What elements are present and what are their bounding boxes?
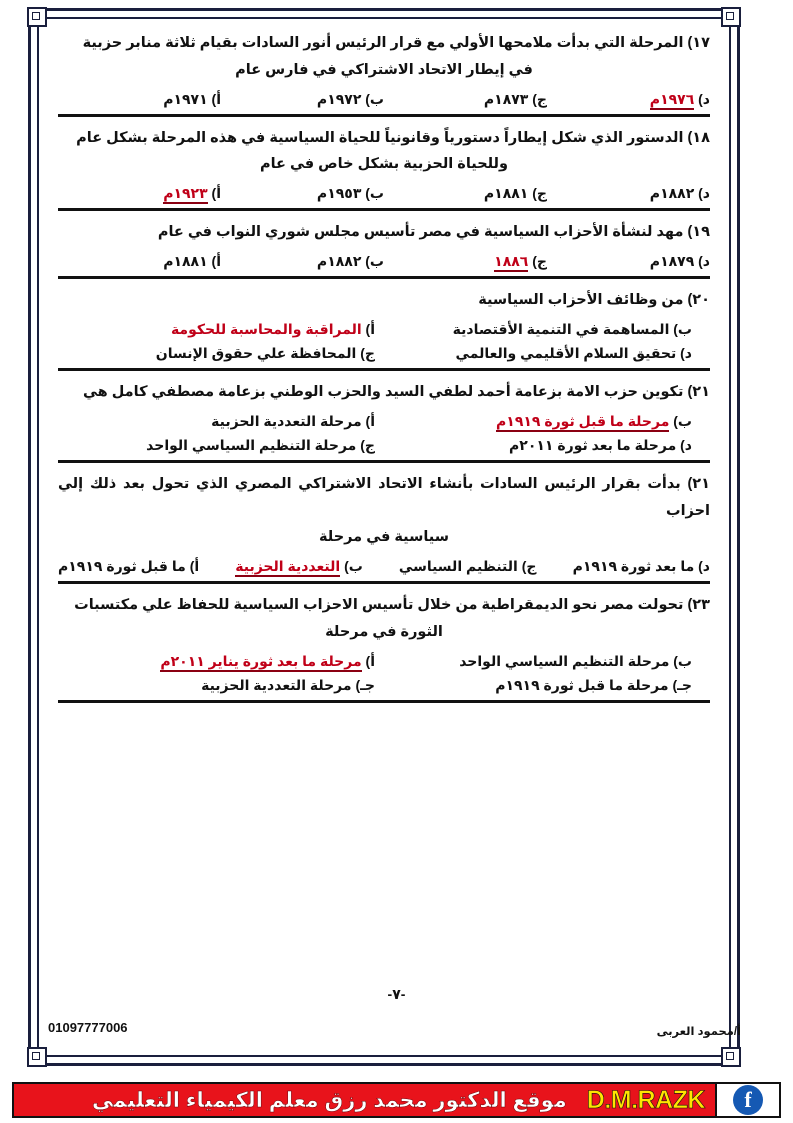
question-stem: ٢١) تكوين حزب الامة بزعامة أحمد لطفي السيد والحزب الوطني بزعامة مصطفي كامل هي [82,383,710,400]
option-1[interactable] [58,413,375,430]
question-stem: ١٨) الدستور الذي شكل إيطاراً دستورياً وقانونياً للحياة السياسية في هذه المرحلة بشكل عام [76,129,710,146]
option-label: ب) [365,185,384,202]
contact-phone: 01097777006 [48,1020,128,1035]
option-4[interactable] [573,558,710,575]
question-stem-continuation: سياسية في مرحلة [319,529,449,546]
option-label: أ) [365,652,375,669]
brand-label: D.M.RAZK [586,1085,705,1114]
option-label: ب) [344,558,363,575]
option-1[interactable] [58,253,221,270]
option-label: ج) [532,253,547,270]
option-text: ١٨٨١م [163,253,208,270]
worksheet-content [40,20,728,1040]
option-label: د) [698,185,710,202]
option-text: التنظيم السياسي [398,558,518,575]
option-label: د) [698,558,710,575]
facebook-icon[interactable] [715,1084,779,1116]
question-stem: ٢٠) من وظائف الأحزاب السياسية [478,292,710,309]
option-label: د) [698,90,710,107]
option-text: مرحلة ما بعد ثورة ٢٠١١م [509,436,677,453]
question-separator [58,114,710,117]
question-separator [58,460,710,463]
question-stem: ٢١) بدأت بقرار الرئيس السادات بأنشاء الاتحاد الاشتراكي المصري الذي تحول بعد ذلك إلي احزاب [58,475,710,519]
option-4[interactable] [547,185,710,202]
question-separator [58,276,710,279]
option-label: أ) [211,90,221,107]
option-2[interactable] [235,558,363,575]
brand-block [577,1084,715,1116]
option-row [58,91,710,108]
question-stem-continuation: الثورة في مرحلة [325,623,443,640]
option-text: ١٨٨٢م [649,185,695,202]
page-number: -٧- [387,986,406,1002]
option-text: ١٨٨١م [483,185,529,202]
option-text: ما بعد ثورة ١٩١٩م [572,558,695,575]
question-stem-continuation: وللحياة الحزبية بشكل خاص في عام [259,156,509,173]
option-2[interactable] [375,413,710,430]
question-block [58,121,710,206]
question-list [58,26,710,703]
option-2[interactable] [375,321,710,338]
question-block [58,283,710,365]
option-4[interactable] [375,345,710,362]
option-text: مرحلة التنظيم السياسي الواحد [459,652,670,669]
option-label: د) [680,436,692,453]
option-1[interactable] [58,558,199,575]
banner-tagline: موقع الدكتور محمد رزق معلم الكيمياء التعليمي [91,1088,567,1112]
option-3[interactable] [384,91,547,108]
option-4[interactable] [375,677,710,694]
option-row [58,558,710,575]
option-text: ١٩٧٦م [650,91,694,110]
option-text: مرحلة التعددية الحزبية [211,412,362,429]
option-label: ب) [673,320,692,337]
option-label: د) [698,253,710,270]
question-block [58,588,710,697]
option-label: أ) [365,412,375,429]
option-text: المساهمة في التنمية الأقتصادية [452,320,670,337]
facebook-glyph: f [733,1085,763,1115]
option-text: مرحلة التنظيم السياسي الواحد [146,436,357,453]
question-stem: ١٧) المرحلة التي بدأت ملامحها الأولي مع قرار الرئيس أنور السادات بقيام ثلاثة منابر حزبية [82,35,710,51]
option-3[interactable] [58,437,375,454]
corner-ornament-bottom-left [27,1047,47,1067]
option-1[interactable] [58,91,221,108]
option-text: مرحلة ما قبل ثورة ١٩١٩م [495,676,669,693]
option-3[interactable] [384,253,547,270]
option-row [58,345,710,362]
question-separator [58,700,710,703]
option-label: ب) [365,253,384,270]
question-stem-continuation: في إيطار الاتحاد الاشتراكي في فارس عام [235,61,533,78]
option-4[interactable] [547,91,710,108]
question-separator [58,368,710,371]
option-label: أ) [211,185,221,202]
option-row [58,437,710,454]
option-3[interactable] [58,345,375,362]
option-text: مرحلة ما قبل ثورة ١٩١٩م [496,413,669,432]
option-text: المحافظة علي حقوق الإنسان [155,344,357,361]
option-label: ج) [521,558,537,575]
question-block [58,26,710,111]
option-label: ج) [360,436,375,453]
option-text: ١٩٢٣م [163,185,207,204]
option-row [58,321,710,338]
option-label: د) [680,344,692,361]
option-text: تحقيق السلام الأقليمي والعالمي [455,344,677,361]
option-label: جـ) [672,676,692,693]
option-2[interactable] [221,91,384,108]
option-row [58,413,710,430]
option-1[interactable] [58,653,375,670]
question-block [58,215,710,273]
option-text: التعددية الحزبية [235,558,340,577]
option-text: ما قبل ثورة ١٩١٩م [58,558,186,575]
option-2[interactable] [221,185,384,202]
option-1[interactable] [58,321,375,338]
option-label: ج) [532,185,547,202]
option-label: ب) [365,90,384,107]
option-2[interactable] [375,653,710,670]
question-stem: ١٩) مهد لنشأة الأحزاب السياسية في مصر تأسيس مجلس شوري النواب في عام [157,224,710,241]
option-2[interactable] [221,253,384,270]
question-block [58,375,710,457]
site-promo-banner [12,1082,781,1118]
option-4[interactable] [547,253,710,270]
option-label: جـ) [355,676,375,693]
option-row [58,653,710,670]
option-text: ١٨٨٦ [494,253,528,272]
question-separator [58,208,710,211]
option-text: ١٨٧٣م [483,90,529,107]
option-label: ج) [360,344,375,361]
option-text: مرحلة التعددية الحزبية [201,676,352,693]
option-label: ب) [673,652,692,669]
option-row [58,253,710,270]
option-label: أ) [365,320,375,337]
option-text: ١٨٨٢م [316,253,362,270]
question-separator [58,581,710,584]
option-3[interactable] [384,185,547,202]
question-stem: ٢٣) تحولت مصر نحو الديمقراطية من خلال تأسيس الاحزاب السياسية للحفاظ علي مكتسبات [74,597,710,614]
option-text: مرحلة ما بعد ثورة يناير ٢٠١١م [160,653,361,672]
author-signature: أ/محمود العربى [656,1026,741,1038]
option-text: ١٨٧٩م [649,253,695,270]
corner-ornament-bottom-right [721,1047,741,1067]
option-row [58,677,710,694]
option-label: أ) [189,558,200,575]
option-label: أ) [211,253,221,270]
option-label: ب) [673,412,692,429]
question-block [58,467,710,578]
option-text: ١٩٥٣م [316,185,362,202]
banner-text-block [14,1084,577,1116]
option-1[interactable] [58,185,221,202]
option-text: ١٩٧٢م [316,90,362,107]
option-text: ١٩٧١م [163,90,208,107]
option-text: المراقبة والمحاسبة للحكومة [170,320,362,337]
option-row [58,185,710,202]
option-3[interactable] [58,677,375,694]
option-label: ج) [532,90,547,107]
option-3[interactable] [399,558,537,575]
option-4[interactable] [375,437,710,454]
